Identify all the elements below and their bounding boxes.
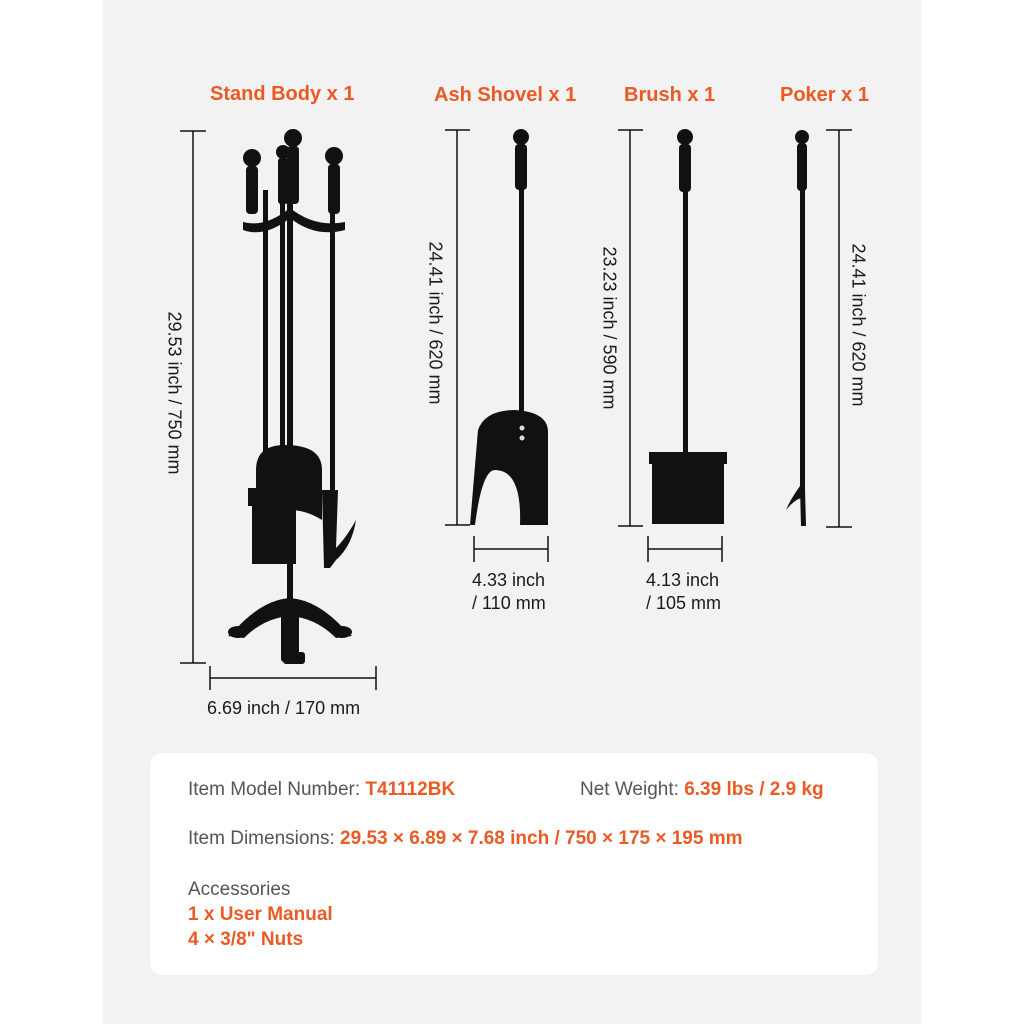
model-row <box>188 779 455 801</box>
poker-title: Poker x 1 <box>780 84 869 106</box>
accessories-label: Accessories <box>188 879 291 900</box>
model-label: Item Model Number: <box>188 779 366 800</box>
dimensions-value: 29.53 × 6.89 × 7.68 inch / 750 × 175 × 195 mm <box>340 828 743 849</box>
weight-value: 6.39 lbs / 2.9 kg <box>684 779 824 800</box>
poker-height-label: 24.41 inch / 620 mm <box>848 243 869 407</box>
spec-card <box>150 753 878 975</box>
shovel-title: Ash Shovel x 1 <box>434 84 577 106</box>
model-value: T41112BK <box>365 779 456 800</box>
shovel-illustration <box>470 129 548 525</box>
dimensions-row <box>188 828 743 850</box>
brush-width-label-2: / 105 mm <box>646 593 722 613</box>
stand-width-label: 6.69 inch / 170 mm <box>207 698 361 718</box>
brush-illustration <box>649 129 727 524</box>
brush-height-label: 23.23 inch / 590 mm <box>599 246 620 410</box>
stand-height-label: 29.53 inch / 750 mm <box>164 311 185 475</box>
stand-illustration <box>228 129 356 664</box>
brush-title: Brush x 1 <box>624 84 716 106</box>
shovel-width-label-2: / 110 mm <box>472 593 546 613</box>
weight-row <box>580 779 824 801</box>
accessory-item: 1 x User Manual <box>188 904 333 925</box>
stand-title: Stand Body x 1 <box>210 83 355 105</box>
accessory-item: 4 × 3/8" Nuts <box>188 929 304 950</box>
dimensions-label: Item Dimensions: <box>188 828 341 849</box>
shovel-height-label: 24.41 inch / 620 mm <box>425 241 446 405</box>
shovel-width-label-1: 4.33 inch <box>472 570 546 590</box>
poker-illustration <box>786 130 809 526</box>
brush-width-label-1: 4.13 inch <box>646 570 720 590</box>
accessories-block <box>188 877 333 952</box>
weight-label: Net Weight: <box>580 779 685 800</box>
